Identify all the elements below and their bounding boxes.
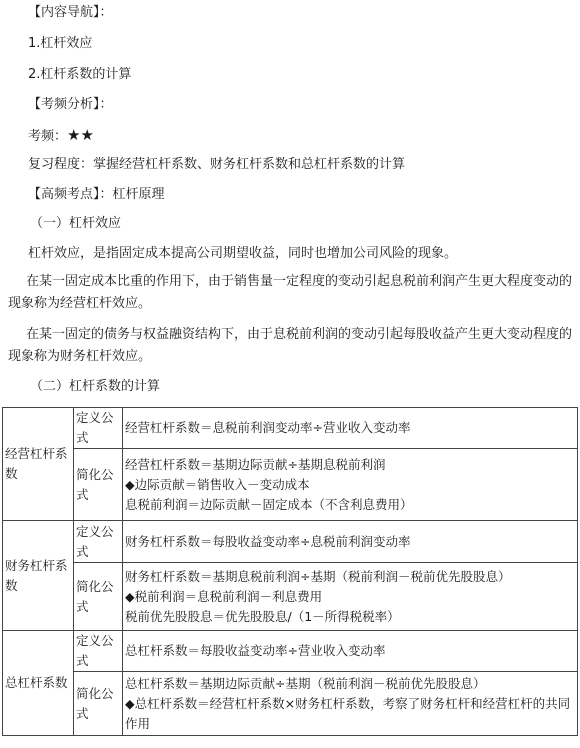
simplified-label: 简化公式: [74, 672, 123, 736]
keypoint-topic: 杠杆原理: [112, 187, 165, 202]
analysis-heading: 【考频分析】：: [28, 97, 113, 112]
simplified-label: 简化公式: [74, 563, 123, 631]
simplified-formula: 总杠杆系数＝基期边际贡献÷基期（税前利润－税前优先股股息） ◆总杠杆系数＝经营杠杆系数×财务杠杆系数，考察了财务杠杆和经营杠杆的共同作用: [123, 672, 578, 736]
table-row: [3, 631, 578, 672]
table-row: [3, 672, 578, 736]
definition-label: 定义公式: [74, 521, 123, 563]
table-row: [3, 563, 578, 631]
review-label: 复习程度：: [28, 157, 94, 172]
review-line: [28, 156, 405, 174]
definition-formula: 财务杠杆系数＝每股收益变动率÷息税前利润变动率: [123, 521, 578, 563]
definition-formula: 总杠杆系数＝每股收益变动率÷营业收入变动率: [123, 631, 578, 672]
definition-label: 定义公式: [74, 631, 123, 672]
simplified-formula: 经营杠杆系数＝基期边际贡献÷基期息税前利润 ◆边际贡献＝销售收入－变动成本 息税前利润＝边际贡献－固定成本（不含利息费用）: [123, 449, 578, 521]
section1-paragraph-3: 在某一固定的债务与权益融资结构下，由于息税前利润的变动引起每股收益产生更大变动程度的现象称为财务杠杆效应。: [8, 327, 573, 364]
frequency-stars: ★★: [67, 126, 94, 144]
simplified-formula: 财务杠杆系数＝基期息税前利润÷基期（税前利润－税前优先股股息） ◆税前利润＝息税前利润－利息费用 税前优先股股息＝优先股股息/（1－所得税税率）: [123, 563, 578, 631]
nav-heading: 【内容导航】：: [28, 5, 113, 20]
definition-formula: 经营杠杆系数＝息税前利润变动率÷营业收入变动率: [123, 408, 578, 449]
table-row: [3, 408, 578, 449]
review-text: 掌握经营杠杆系数、财务杠杆系数和总杠杆系数的计算: [93, 157, 406, 172]
keypoint-line: [28, 186, 165, 204]
definition-label: 定义公式: [74, 408, 123, 449]
keypoint-heading: 【高频考点】：: [28, 187, 113, 202]
leverage-table: [2, 407, 578, 736]
section2-title: （二）杠杆系数的计算: [30, 379, 161, 394]
frequency-line: [28, 126, 94, 146]
simplified-label: 简化公式: [74, 449, 123, 521]
nav-item-1: 1.杠杆效应: [28, 36, 93, 51]
frequency-label: 考频：: [28, 129, 68, 144]
table-row: [3, 449, 578, 521]
category-total: 总杠杆系数: [3, 631, 74, 736]
category-financial: 财务杠杆系数: [3, 521, 74, 631]
table-row: [3, 521, 578, 563]
category-operating: 经营杠杆系数: [3, 408, 74, 521]
section1-paragraph-1: 杠杆效应，是指固定成本提高公司期望收益，同时也增加公司风险的现象。: [28, 246, 458, 261]
nav-item-2: 2.杠杆系数的计算: [28, 67, 132, 82]
section1-paragraph-2: 在某一固定成本比重的作用下，由于销售量一定程度的变动引起息税前利润产生更大程度变动的现象称为经营杠杆效应。: [8, 274, 573, 311]
section1-title: （一）杠杆效应: [30, 216, 122, 231]
